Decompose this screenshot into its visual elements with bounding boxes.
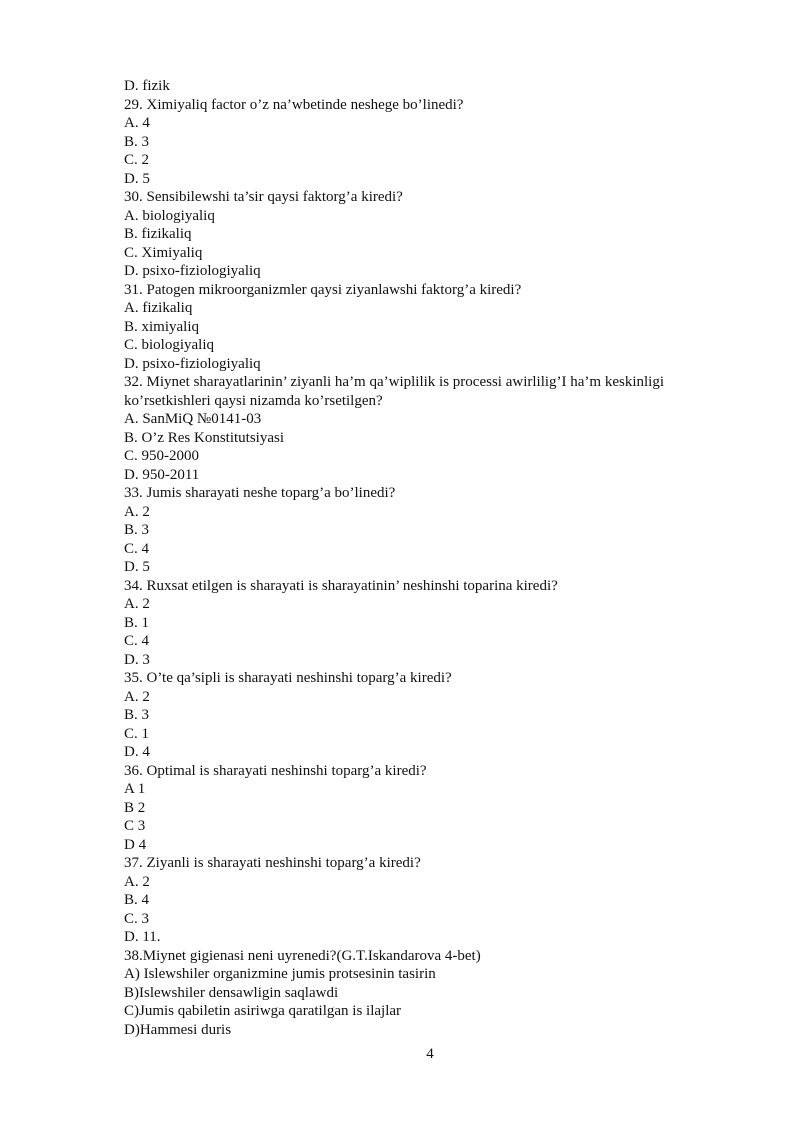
question-37: 37. Ziyanli is sharayati neshinshi toparg’a kiredi? [124,855,421,871]
answer-option: D. psixo-fiziologiyaliq [124,355,261,372]
answer-option: A. 2 [124,503,150,520]
question-34: 34. Ruxsat etilgen is sharayati is sharayatinin’ neshinshi toparina kiredi? [124,577,558,594]
answer-option: A. biologiyaliq [124,207,215,224]
answer-option: C. 950-2000 [124,448,199,464]
answer-option: B)Islewshiler densawligin saqlawdi [124,984,339,1001]
answer-option: B. fizikaliq [124,226,192,242]
answer-option: B. 3 [124,707,150,723]
answer-option: B. 1 [124,614,150,631]
question-32: 32. Miynet sharayatlarinin’ ziyanli ha’m qa’wiplilik is processi awirlilig’I ha’m keskinligi ko’rsetkishleri qaysi nizamda ko’rsetilgen? [124,374,665,409]
answer-option: D 4 [124,836,147,853]
answer-option: A. SanMiQ №0141-03 [124,411,262,427]
text-line: D. fizik [124,78,170,94]
answer-option: B. 4 [124,892,150,908]
answer-option: A) Islewshiler organizmine jumis protsesinin tasirin [124,966,436,982]
answer-option: C. Ximiyaliq [124,244,203,261]
question-31: 31. Patogen mikroorganizmler qaysi ziyanlawshi faktorg’a kiredi? [124,281,522,298]
answer-option: D. 5 [124,559,150,575]
answer-option: C. biologiyaliq [124,337,214,353]
answer-option: D)Hammesi duris [124,1021,232,1038]
answer-option: A. 4 [124,115,150,131]
answer-option: B. ximiyaliq [124,318,199,335]
answer-option: B. 3 [124,522,150,538]
answer-option: C)Jumis qabiletin asiriwga qaratilgan is ilajlar [124,1003,402,1019]
answer-option: C. 4 [124,540,150,557]
answer-option: D. psixo-fiziologiyaliq [124,263,261,279]
answer-option: B. 3 [124,133,150,150]
question-29: 29. Ximiyaliq factor o’z na’wbetinde neshege bo’linedi? [124,96,464,113]
answer-option: C. 1 [124,725,150,742]
answer-option: A. 2 [124,596,150,612]
answer-option: D. 950-2011 [124,466,200,483]
question-35: 35. O’te qa’sipli is sharayati neshinshi toparg’a kiredi? [124,670,452,686]
page-number: 4 [426,1046,434,1062]
question-30: 30. Sensibilewshi ta’sir qaysi faktorg’a kiredi? [124,189,403,205]
answer-option: D. 3 [124,651,150,668]
answer-option: D. 11. [124,929,161,945]
answer-option: B 2 [124,799,146,816]
answer-option: A. 2 [124,688,150,705]
answer-option: A. 2 [124,873,150,890]
answer-option: B. O’z Res Konstitutsiyasi [124,429,284,446]
answer-option: C. 2 [124,152,150,168]
question-38: 38.Miynet gigienasi neni uyrenedi?(G.T.Iskandarova 4-bet) [124,947,481,964]
answer-option: D. 4 [124,744,150,760]
question-list [124,77,724,1039]
answer-option: D. 5 [124,170,150,187]
answer-option: A 1 [124,781,146,797]
question-36: 36. Optimal is sharayati neshinshi toparg’a kiredi? [124,762,427,779]
answer-option: C. 3 [124,910,150,927]
question-33: 33. Jumis sharayati neshe toparg’a bo’linedi? [124,485,396,501]
answer-option: C. 4 [124,633,150,649]
answer-option: A. fizikaliq [124,300,193,316]
answer-option: C 3 [124,818,146,834]
